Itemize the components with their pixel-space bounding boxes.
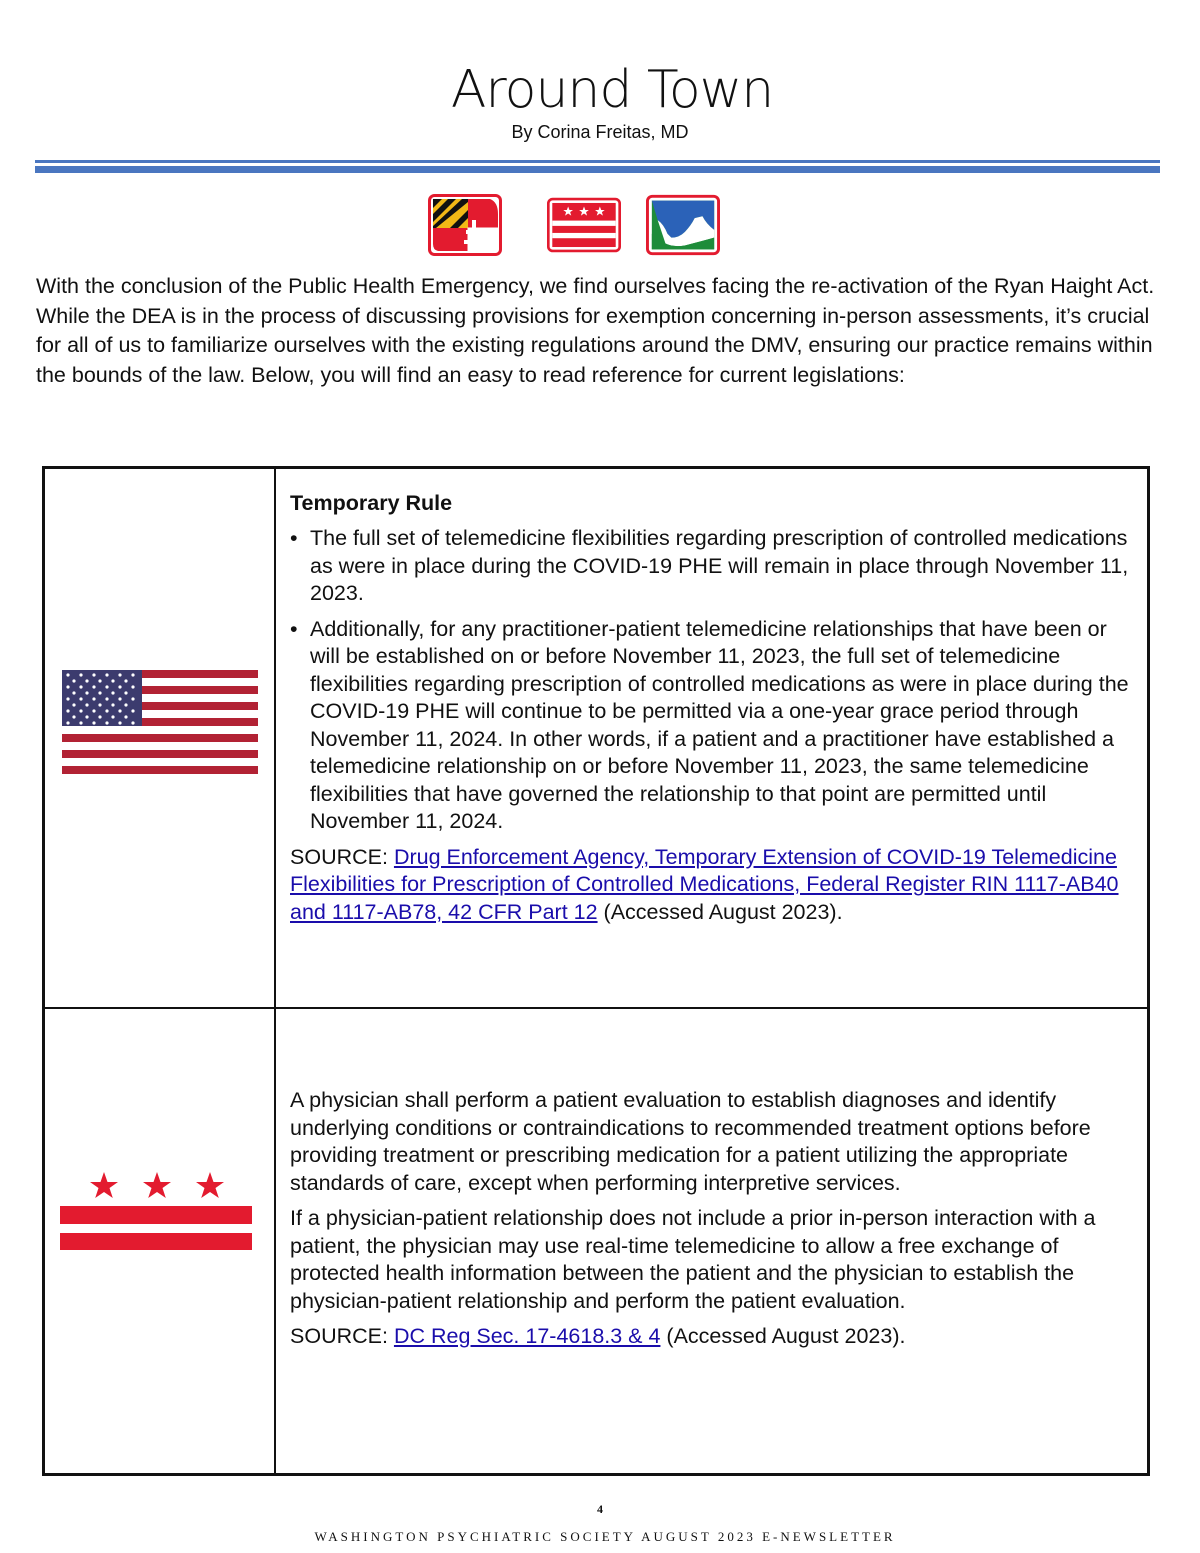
dc-reg-source-link[interactable]: DC Reg Sec. 17-4618.3 & 4 — [393, 1324, 661, 1348]
dc-source — [290, 1323, 1135, 1351]
source-label: SOURCE: — [290, 844, 394, 869]
federal-source — [290, 844, 1135, 927]
header-divider-thick — [35, 166, 1160, 173]
source-accessed: (Accessed August 2023). — [660, 1324, 906, 1348]
dc-flag-cell — [44, 1008, 276, 1475]
table-row-federal — [44, 468, 1149, 1009]
state-logos — [0, 194, 1200, 260]
page-title: Around Town — [450, 60, 774, 120]
list-item: • The full set of telemedicine flexibilities regarding prescription of controlled medications as were in place during the COVID-19 PHE will remain in place through November 11, 2023. — [290, 525, 1135, 608]
dc-rule-cell — [275, 1008, 1149, 1475]
federal-flag-cell — [44, 468, 276, 1009]
source-accessed: (Accessed August 2023). — [597, 899, 843, 924]
list-item: • Additionally, for any practitioner-patient telemedicine relationships that have been or will be established on or before November 11, 2023, the full set of telemedicine flexibilities regarding prescription of controlled medications as were in place during the COVID-19 PHE will continue to be permitted via a one-year grace period through November 11, 2024. In other words, if a patient and a practitioner have established a telemedicine relationship on or before November 11, 2023, the same telemedicine flexibilities that have governed the relationship to that point are permitted until November 11, 2024. — [290, 616, 1135, 836]
federal-rule-list — [290, 525, 1135, 836]
source-label: SOURCE: — [290, 1324, 394, 1348]
dc-evaluation-paragraph: A physician shall perform a patient evaluation to establish diagnoses and identify underlying conditions or contraindications to recommended treatment options before providing treatment or prescribing medication for a patient utilizing the appropriate standards of care, except when performing interpretive services. — [290, 1088, 1091, 1195]
dea-source-link[interactable]: Drug Enforcement Agency, Temporary Extension of COVID-19 Telemedicine Flexibilities for Prescription of Controlled Medications, Federal Register RIN 1117-AB40 and 1117-AB78, 42 CFR Part 12 — [290, 844, 1119, 924]
maryland-flag-icon — [428, 194, 502, 256]
dc-telemedicine-paragraph: If a physician-patient relationship does not include a prior in-person interaction with a patient, the physician may use real-time telemedicine to allow a free exchange of protected health information between the patient and the physician to establish the physician-patient relationship and perform the patient evaluation. — [290, 1206, 1096, 1313]
dc-flag-icon — [547, 194, 621, 256]
header-divider-thin — [35, 160, 1160, 163]
byline: By Corina Freitas, MD — [511, 122, 689, 142]
virginia-map-icon — [646, 194, 720, 256]
dc-flag-icon — [60, 1172, 252, 1250]
intro-paragraph — [36, 272, 1166, 390]
regulations-table — [42, 466, 1150, 1476]
us-flag-icon — [62, 670, 258, 774]
page-number: 4 — [597, 1502, 603, 1516]
federal-rule-cell — [275, 468, 1149, 1009]
intro-text: With the conclusion of the Public Health Emergency, we find ourselves facing the re-activation of the Ryan Haight Act. While the DEA is in the process of discussing provisions for exemption concerning in-person assessments, it’s crucial for all of us to familiarize ourselves with the existing regulations around the DMV, ensuring our practice remains within the bounds of the law. Below, you will find an easy to read reference for current legislations: — [36, 274, 1155, 387]
newsletter-footer: WASHINGTON PSYCHIATRIC SOCIETY AUGUST 2023 E-NEWSLETTER — [314, 1529, 896, 1544]
table-row-dc — [44, 1008, 1149, 1475]
temporary-rule-heading: Temporary Rule — [290, 491, 453, 515]
